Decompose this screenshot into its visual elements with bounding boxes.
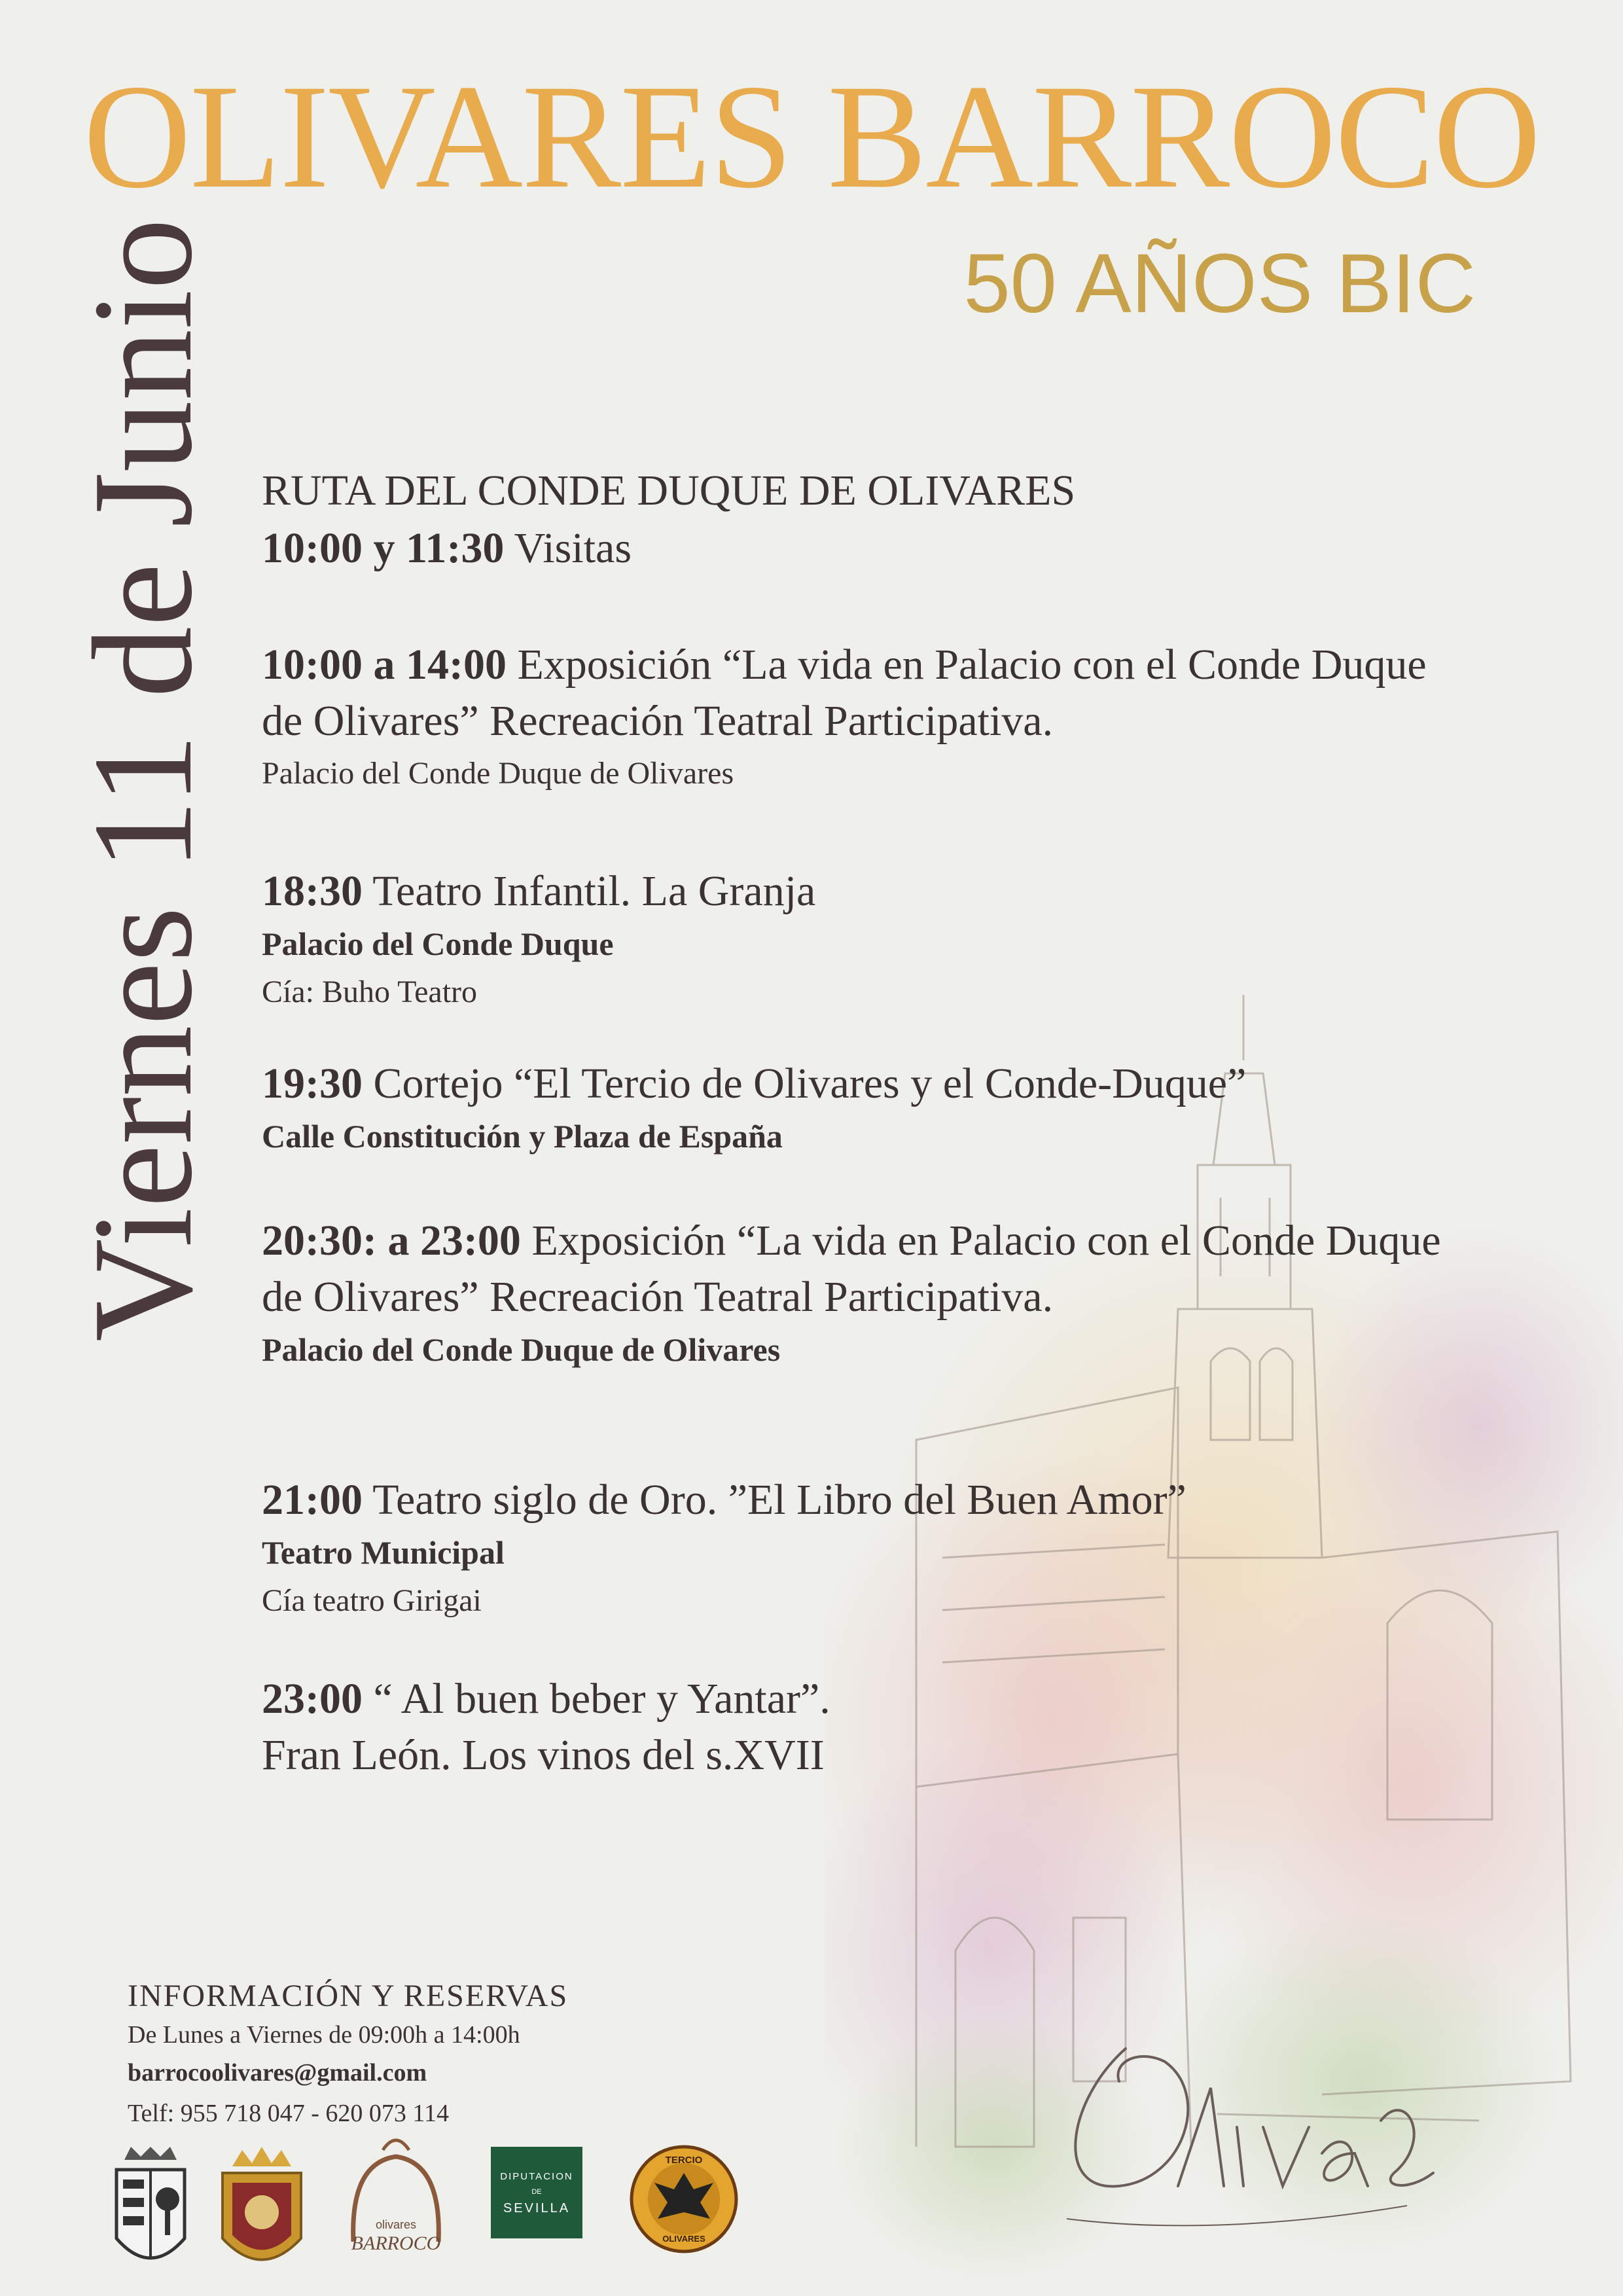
olivares-signature bbox=[1041, 2022, 1446, 2238]
info-block bbox=[128, 1977, 568, 2132]
procession-location: Calle Constitución y Plaza de España bbox=[262, 1118, 783, 1155]
exhibition-morning-time: 10:00 a 14:00 bbox=[262, 641, 507, 689]
visits-time: 10:00 y 11:30 bbox=[262, 524, 505, 572]
children-theatre-entry bbox=[262, 863, 1538, 920]
wine-entry bbox=[262, 1671, 1538, 1727]
info-email[interactable]: barrocoolivares@gmail.com bbox=[128, 2059, 427, 2087]
page-subtitle: 50 AÑOS BIC bbox=[963, 237, 1476, 331]
exhibition-morning-location: Palacio del Conde Duque de Olivares bbox=[262, 756, 734, 791]
exhibition-evening-text-2: de Olivares” Recreación Teatral Participativa. bbox=[262, 1273, 1054, 1321]
page-title: OLIVARES BARROCO bbox=[83, 54, 1540, 219]
children-theatre-company: Cía: Buho Teatro bbox=[262, 975, 478, 1009]
exhibition-evening-text: Exposición “La vida en Palacio con el Conde Duque bbox=[520, 1217, 1441, 1265]
golden-age-theatre-time: 21:00 bbox=[262, 1476, 363, 1524]
diputacion-label-2: DE bbox=[531, 2188, 542, 2196]
exhibition-morning-text-2: de Olivares” Recreación Teatral Participativa. bbox=[262, 697, 1054, 745]
golden-age-theatre-company: Cía teatro Girigai bbox=[262, 1583, 482, 1618]
wine-text: “ Al buen beber y Yantar”. bbox=[362, 1675, 830, 1723]
wine-time: 23:00 bbox=[262, 1675, 363, 1723]
event-date: Viernes 11 de Junio bbox=[64, 218, 222, 1342]
golden-age-theatre-location: Teatro Municipal bbox=[262, 1534, 505, 1571]
diputacion-label-3: SEVILLA bbox=[503, 2201, 571, 2215]
diputacion-label-1: DIPUTACION bbox=[500, 2171, 573, 2182]
info-title: INFORMACIÓN Y RESERVAS bbox=[128, 1979, 569, 2013]
children-theatre-text: Teatro Infantil. La Granja bbox=[362, 867, 816, 915]
olivares-barroco-logo bbox=[337, 2130, 455, 2278]
program bbox=[262, 461, 1538, 1784]
golden-age-theatre-entry bbox=[262, 1472, 1538, 1528]
golden-coat-of-arms-logo bbox=[216, 2147, 308, 2278]
visits-entry bbox=[262, 520, 1538, 577]
children-theatre-location: Palacio del Conde Duque bbox=[262, 925, 614, 962]
logo-barroco-big: BARROCO bbox=[351, 2233, 441, 2254]
procession-text: Cortejo “El Tercio de Olivares y el Conde-Duque” bbox=[362, 1060, 1247, 1107]
route-heading: RUTA DEL CONDE DUQUE DE OLIVARES bbox=[262, 467, 1076, 514]
exhibition-morning-text: Exposición “La vida en Palacio con el Conde Duque bbox=[506, 641, 1427, 689]
sponsor-logos bbox=[111, 2147, 766, 2278]
children-theatre-time: 18:30 bbox=[262, 867, 363, 915]
exhibition-morning-entry bbox=[262, 637, 1538, 693]
info-phone: Telf: 955 718 047 - 620 073 114 bbox=[128, 2100, 449, 2127]
tercio-label-bottom: OLIVARES bbox=[662, 2234, 705, 2244]
procession-time: 19:30 bbox=[262, 1060, 363, 1107]
diputacion-sevilla-logo bbox=[491, 2147, 582, 2238]
wine-text-2: Fran León. Los vinos del s.XVII bbox=[262, 1731, 825, 1779]
tercio-olivares-logo bbox=[628, 2144, 740, 2255]
exhibition-evening-location: Palacio del Conde Duque de Olivares bbox=[262, 1331, 781, 1368]
tercio-label-top: TERCIO bbox=[665, 2155, 703, 2166]
golden-age-theatre-text: Teatro siglo de Oro. ”El Libro del Buen Amor” bbox=[362, 1476, 1186, 1524]
procession-entry bbox=[262, 1056, 1538, 1112]
logo-barroco-small: olivares bbox=[375, 2218, 417, 2231]
town-coat-of-arms-logo bbox=[111, 2147, 190, 2271]
visits-text: Visitas bbox=[504, 524, 632, 572]
exhibition-evening-entry bbox=[262, 1213, 1538, 1269]
info-hours: De Lunes a Viernes de 09:00h a 14:00h bbox=[128, 2021, 520, 2049]
exhibition-evening-time: 20:30: a 23:00 bbox=[262, 1217, 521, 1265]
